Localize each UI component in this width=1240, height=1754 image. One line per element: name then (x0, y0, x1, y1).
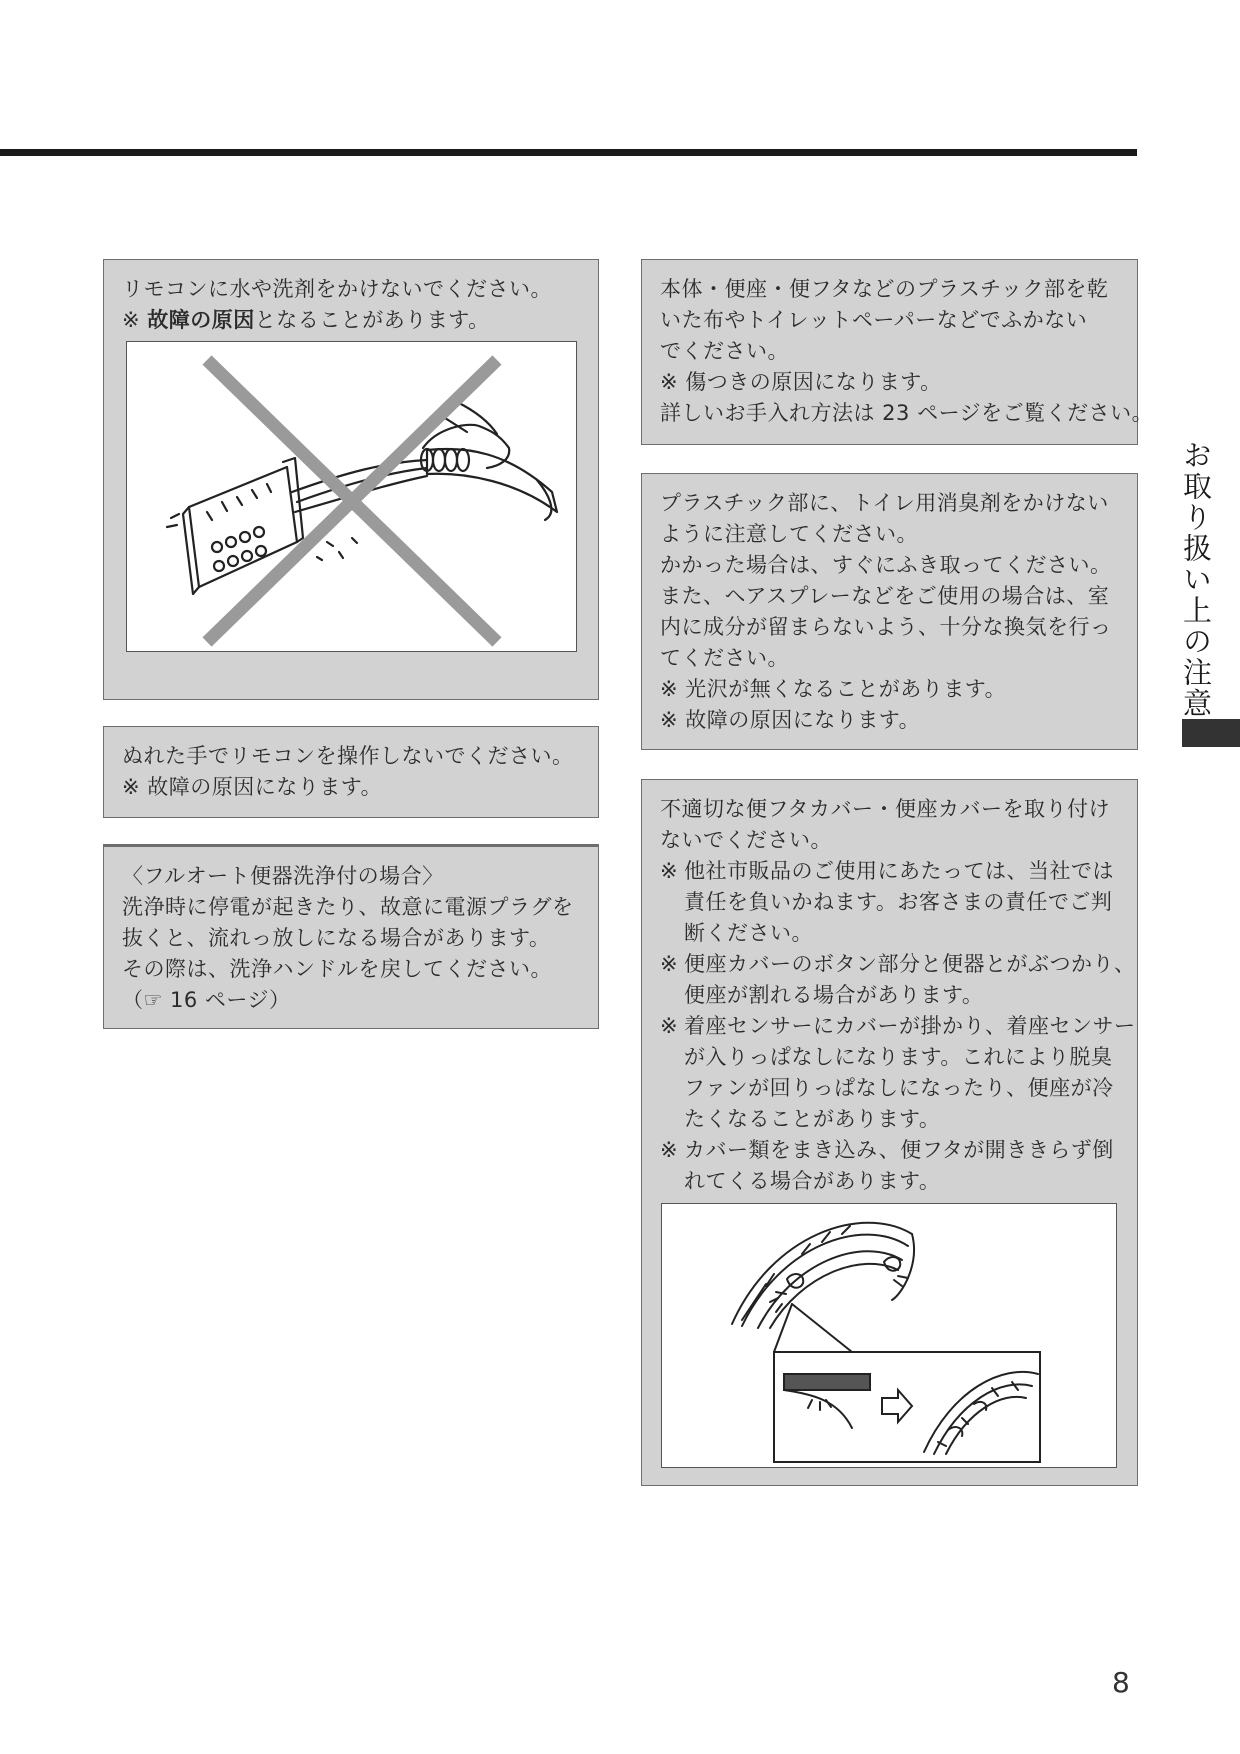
warning-note: ※ 他社市販品のご使用にあたっては、当社では 責任を負いかねます。お客さまの責任でご判 断ください。 (660, 859, 1114, 945)
top-rule (0, 149, 1137, 156)
warning-text: ぬれた手でリモコンを操作しないでください。 (122, 744, 574, 768)
warning-note: ※ 故障の原因になります。 (660, 708, 921, 732)
warning-box-wet-hands (103, 726, 599, 818)
warning-note: ※ カバー類をまき込み、便フタが開ききらず倒 れてくる場合があります。 (660, 1138, 1114, 1193)
illustration-seat-cover (661, 1203, 1117, 1468)
page-number: 8 (1112, 1666, 1130, 1699)
side-section-tab: お取り扱い上の注意 (1179, 440, 1213, 719)
warning-text: ように注意してください。 (660, 522, 918, 546)
warning-note: ※ 便座カバーのボタン部分と便器とがぶつかり、 便座が割れる場合があります。 (660, 952, 1136, 1007)
warning-text: かかった場合は、すぐにふき取ってください。 (660, 553, 1112, 577)
page-reference: （☞ 16 ページ） (122, 988, 291, 1012)
warning-text: 抜くと、流れっ放しになる場合があります。 (122, 926, 551, 950)
remote-spray-drawing (127, 342, 575, 650)
warning-note: ※ 傷つきの原因になります。 (660, 370, 942, 394)
warning-text: また、ヘアスプレーなどをご使用の場合は、室 (660, 584, 1110, 608)
warning-box-deodorant (641, 473, 1138, 750)
warning-text: 本体・便座・便フタなどのプラスチック部を乾 (660, 277, 1109, 301)
warning-note: ※ 着座センサーにカバーが掛かり、着座センサー が入りっぱなしになります。これにより脱臭 ファンが回りっぱなしになったり、便座が冷 たくなることがあります。 (660, 1014, 1136, 1131)
warning-text: でください。 (660, 339, 789, 363)
warning-box-power-outage (103, 844, 599, 1029)
warning-text: てください。 (660, 646, 789, 670)
warning-note: ※ 故障の原因となることがあります。 (122, 308, 490, 332)
illustration-remote-spray (126, 341, 577, 652)
warning-text: 内に成分が留まらないよう、十分な換気を行っ (660, 615, 1112, 639)
box-heading: 〈フルオート便器洗浄付の場合〉 (122, 864, 444, 888)
warning-text: 不適切な便フタカバー・便座カバーを取り付け (660, 797, 1111, 821)
side-tab-marker (1182, 719, 1240, 747)
seat-cover-drawing (662, 1204, 1115, 1466)
warning-text: プラスチック部に、トイレ用消臭剤をかけない (660, 491, 1109, 515)
warning-text: リモコンに水や洗剤をかけないでください。 (122, 277, 552, 301)
warning-note-bold: 故障の原因 (147, 308, 255, 332)
warning-note: ※ 光沢が無くなることがあります。 (660, 677, 1007, 701)
warning-text: ないでください。 (660, 828, 832, 852)
warning-text: 詳しいお手入れ方法は 23 ページをご覧ください。 (660, 401, 1154, 425)
warning-box-dry-wipe (641, 259, 1154, 445)
warning-text: その際は、洗浄ハンドルを戻してください。 (122, 957, 552, 981)
warning-note: ※ 故障の原因になります。 (122, 775, 383, 799)
warning-text: 洗浄時に停電が起きたり、故意に電源プラグを (122, 895, 574, 919)
warning-text: いた布やトイレットペーパーなどでふかない (660, 308, 1088, 332)
